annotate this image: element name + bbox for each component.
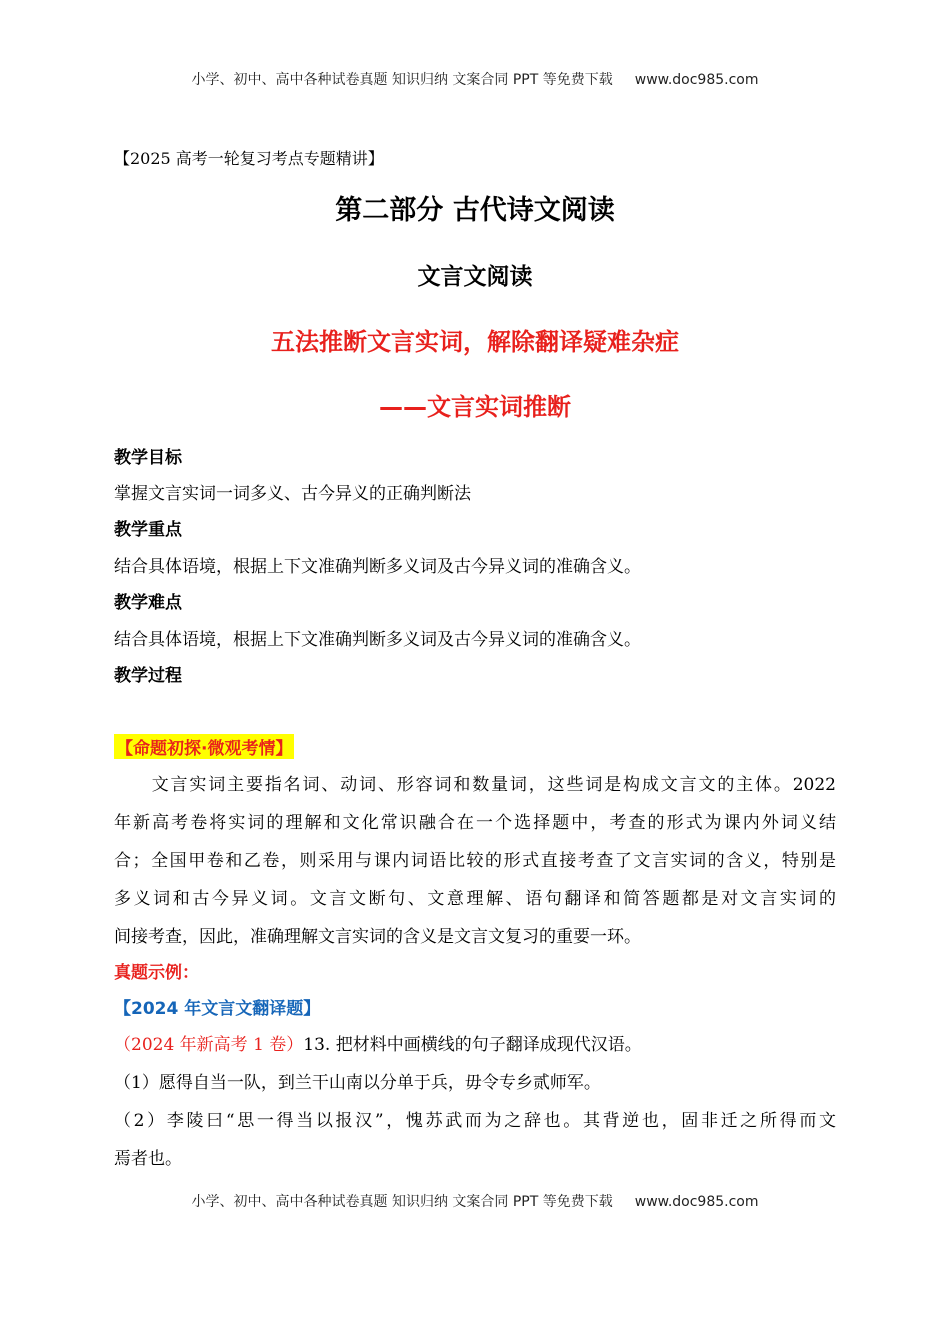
goal-text: 掌握文言实词一词多义、古今异义的正确判断法 (114, 484, 471, 504)
example-tag: 【2024 年文言文翻译题】 (114, 999, 321, 1019)
question-item: （1）愿得自当一队，到兰干山南以分单于兵，毋令专乡贰师军。 (114, 1073, 601, 1093)
section-title: 文言文阅读 (417, 264, 533, 290)
question-prompt: 13. 把材料中画横线的句子翻译成现代汉语。 (303, 1035, 642, 1055)
goal-heading: 教学目标 (114, 448, 182, 468)
examples-heading: 真题示例： (114, 963, 199, 983)
question-line (114, 1030, 642, 1055)
part-title: 第二部分 古代诗文阅读 (335, 195, 615, 226)
difficulty-text: 结合具体语境，根据上下文准确判断多义词及古今异义词的准确含义。 (114, 630, 641, 650)
header-text: 小学、初中、高中各种试卷真题 知识归纳 文案合同 PPT 等免费下载 (191, 72, 613, 88)
intro-line: 合；全国甲卷和乙卷，则采用与课内词语比较的形式直接考查了文言实词的含义，特别是 (114, 851, 836, 871)
topic-subtitle: ——文言实词推断 (379, 393, 571, 421)
footer-url[interactable]: www.doc985.com (634, 1194, 759, 1210)
intro-line: 多义词和古今异义词。文言文断句、文意理解、语句翻译和简答题都是对文言实词的 (114, 889, 836, 909)
question-item-cont: 焉者也。 (114, 1149, 182, 1169)
question-source: （2024 年新高考 1 卷） (114, 1035, 304, 1055)
footer-text: 小学、初中、高中各种试卷真题 知识归纳 文案合同 PPT 等免费下载 (191, 1194, 613, 1210)
focus-text: 结合具体语境，根据上下文准确判断多义词及古今异义词的准确含义。 (114, 557, 641, 577)
header-url[interactable]: www.doc985.com (634, 72, 759, 88)
page-footer (0, 1191, 950, 1211)
page-header (0, 69, 950, 89)
difficulty-heading: 教学难点 (114, 593, 182, 613)
focus-heading: 教学重点 (114, 520, 182, 540)
series-tag: 【2025 高考一轮复习考点专题精讲】 (114, 149, 384, 168)
intro-line: 文言实词主要指名词、动词、形容词和数量词，这些词是构成文言文的主体。2022 (114, 775, 836, 795)
intro-line: 年新高考卷将实词的理解和文化常识融合在一个选择题中，考查的形式为课内外词义结 (114, 813, 836, 833)
question-item: （2）李陵曰“思一得当以报汉”，愧苏武而为之辞也。其背逆也，固非迁之所得而文 (114, 1111, 836, 1131)
highlight-heading: 【命题初探·微观考情】 (114, 734, 294, 759)
topic-title: 五法推断文言实词，解除翻译疑难杂症 (271, 328, 679, 356)
process-heading: 教学过程 (114, 666, 182, 686)
intro-line: 间接考查，因此，准确理解文言实词的含义是文言文复习的重要一环。 (114, 927, 641, 947)
